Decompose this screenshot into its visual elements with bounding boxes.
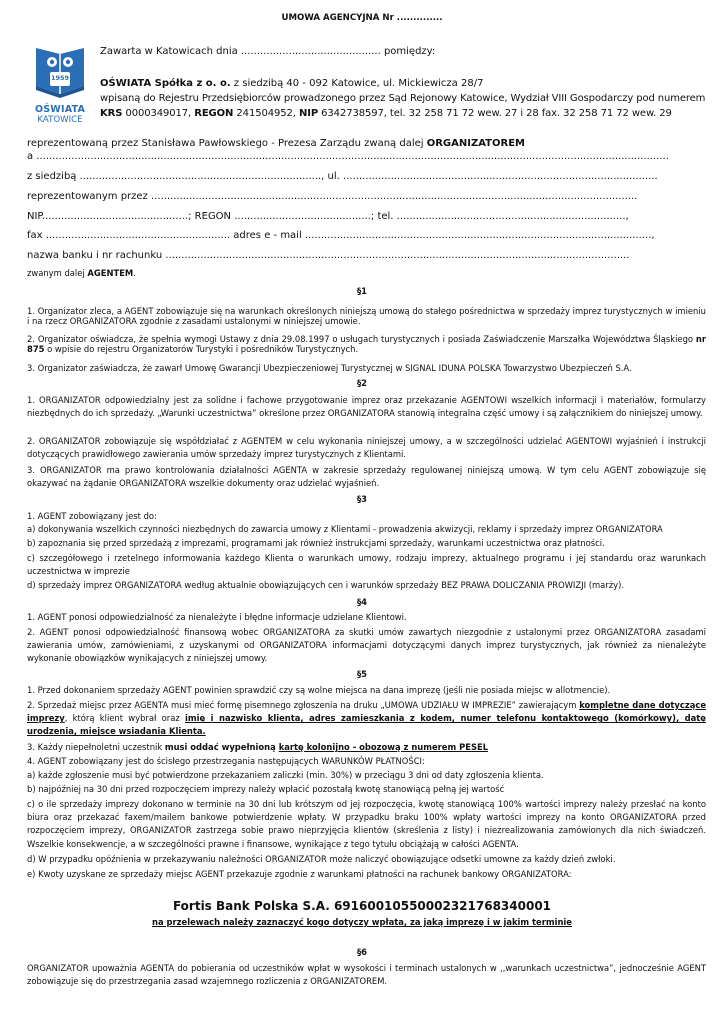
- nip-label: NIP: [298, 108, 319, 119]
- regon-label: REGON: [194, 108, 234, 119]
- logo-city: KATOWICE: [37, 115, 83, 125]
- section-1-heading: §1: [356, 286, 367, 296]
- nip-contact-value: 6342738597, tel. 32 258 71 72 wew. 27 i 28 fax. 32 258 71 72 wew. 29: [318, 108, 672, 119]
- section-3-heading: §3: [356, 494, 367, 504]
- section-5-point-2-text: 2. Sprzedaż miejsc przez AGENTA musi mieć formę pisemnego zgłoszenia na druku „UMOWA UDZIAŁU W IMPREZIE” zawierającym: [27, 700, 580, 710]
- section-2-heading: §2: [356, 378, 367, 388]
- camp-card-requirement: kartę kolonijno - obozową z numerem PESEL: [278, 742, 489, 752]
- section-5-point-4: 4. AGENT zobowiązany jest do ścisłego przestrzegania następujących WARUNKÓW PŁATNOŚCI:: [27, 756, 425, 766]
- client-data-requirements: imię i nazwisko klienta, adres zamieszkania z kodem, numer telefonu kontaktowego (komórkowy), datę urodzenia, miejsce wsiadania Klienta.: [27, 713, 706, 737]
- bank-account-line: Fortis Bank Polska S.A. 69160010550002321768340001: [172, 899, 552, 913]
- section-3-item-a: a) dokonywania wszelkich czynności niezbędnych do zawarcia umowy z Klientami - prowadzenia akwizycji, reklamy i sprzedaży imprez ORGANIZATORA: [27, 524, 663, 534]
- section-5-item-b: b) najpóźniej na 30 dni przed rozpoczęciem imprezy należy wpłacić pozostałą kwotę stanowiącą pełną jej wartość: [27, 784, 505, 794]
- agent-term-line: [27, 268, 136, 278]
- agent-term-end: .: [133, 268, 136, 278]
- section-6-heading: §6: [356, 947, 367, 957]
- agent-address-field[interactable]: z siedzibą ............................................................................, ul. ...................................................................................................: [27, 171, 658, 182]
- section-4-point-2: 2. AGENT ponosi odpowiedzialność finansową wobec ORGANIZATORA za skutki umów zawartych niezgodnie z ustalonymi przez ORGANIZATORA zasadami zawierania umów, zamówieniami, z uzyskanymi od ORGANIZATORA informacjami dotyczącymi danych imprez turystycznych, jak również za nienależyte wykonanie obowiązków wynikających z niniejszej umowy.: [27, 627, 706, 664]
- section-5-point-2: [27, 699, 706, 739]
- section-3-item-c: c) szczegółowego i rzetelnego informowania każdego Klienta o warunkach umowy, rodzaju imprezy, aktualnego programu i jej standardu oraz warunkach uczestnictwa w imprezie: [27, 553, 706, 577]
- section-3-item-b: b) zapoznania się przed sprzedażą z imprezami, programami jak również instrukcjami sprzedaży, warunkami uczestnictwa oraz płatności.: [27, 538, 605, 548]
- section-5-item-d: d) W przypadku opóźnienia w przekazywaniu należności ORGANIZATOR może naliczyć obowiązujące odsetki umowne za każdy dzień zwłoki.: [27, 854, 616, 864]
- company-line: [100, 78, 483, 90]
- section-1-point-3: 3. Organizator zaświadcza, że zawarł Umowę Gwarancji Ubezpieczeniowej Turystycznej w SIGNAL IDUNA POLSKA Towarzystwo Ubezpieczeń S.A.: [27, 363, 632, 373]
- logo-year: 1959: [50, 74, 70, 82]
- agent-representative-field[interactable]: reprezentowanym przez .........................................................................................................................................................: [27, 191, 638, 202]
- organizer-term: ORGANIZATOREM: [426, 138, 525, 149]
- section-2-point-1: 1. ORGANIZATOR odpowiedzialny jest za solidne i fachowe przygotowanie imprez oraz przekazanie AGENTOWI wszelkich informacji i materiałów, formularzy niezbędnych do ich sprzedaży. „Warunki uczestnictwa” określone przez ORGANIZATORA stanowią integralna część umowy i są załącznikiem do niniejszej umowy.: [27, 395, 706, 419]
- complete-trip-data: kompletne dane dotyczące imprezy: [27, 700, 706, 724]
- krs-value: 0000349017,: [122, 108, 195, 119]
- bank-transfer-note-text: na przelewach należy zaznaczyć kogo dotyczy wpłata, za jaką imprezę i w jakim terminie: [152, 917, 572, 927]
- section-1-point-2-text: 2. Organizator oświadcza, że spełnia wymogi Ustawy z dnia 29.08.1997 o usługach turystycznych i posiada Zaświadczenie Marszałka Województwa Śląskiego: [27, 334, 696, 344]
- company-name: OŚWIATA Spółka z o. o.: [100, 78, 231, 89]
- license-number: nr 875: [27, 334, 706, 354]
- contract-place-date: Zawarta w Katowicach dnia ............................................ pomiędzy:: [100, 46, 436, 57]
- section-2-point-2: 2. ORGANIZATOR zobowiązuje się współdziałać z AGENTEM w celu wykonania niniejszej umowy, a w szczególności udzielać AGENTOWI wyjaśnień i instrukcji dotyczących prawidłowego zawierania umów sprzedaży imprez turystycznych z Klientami.: [27, 436, 706, 460]
- section-5-point-2-mid: , którą klient wybrał oraz: [64, 713, 185, 724]
- section-1-point-2-end: o wpisie do rejestru Organizatorów Turystyki i pośredników Turystycznych.: [44, 344, 359, 354]
- section-3-point-1: 1. AGENT zobowiązany jest do:: [27, 511, 157, 521]
- krs-label: KRS: [100, 108, 123, 119]
- agent-term-text: zwanym dalej: [27, 268, 88, 278]
- section-3-item-d: d) sprzedaży imprez ORGANIZATORA według aktualnie obowiązujących cen i warunków sprzedaży BEZ PRAWA DOLICZANIA PROWIZJI (marży).: [27, 580, 625, 590]
- must-submit-text: musi oddać wypełnioną: [164, 742, 279, 752]
- agent-bank-field[interactable]: nazwa banku i nr rachunku ..................................................................................................................................................: [27, 250, 630, 261]
- section-5-point-3-text: 3. Każdy niepełnoletni uczestnik: [27, 742, 165, 752]
- section-5-item-a: a) każde zgłoszenie musi być potwierdzone przekazaniem zaliczki (min. 30%) w przeciągu 3 dni od daty zgłoszenia klienta.: [27, 770, 544, 780]
- agent-name-field[interactable]: a .......................................................................................................................................................................................................: [27, 151, 669, 162]
- agent-nip-regon-tel-field[interactable]: NIP..............................................; REGON ...........................................; tel. ........................................................................,: [27, 211, 629, 222]
- section-1-point-2: [27, 334, 706, 354]
- section-1-point-1: 1. Organizator zleca, a AGENT zobowiązuje się na warunkach określonych niniejszą umową do stałego pośrednictwa w sprzedaży imprez turystycznych w imieniu i na rzecz ORGANIZATORA zgodnie z zasadami ustalonymi w niniejszej umowie.: [27, 306, 706, 326]
- logo-name: OŚWIATA: [34, 104, 86, 115]
- company-address: z siedzibą 40 - 092 Katowice, ul. Mickiewicza 28/7: [230, 78, 484, 89]
- bank-transfer-note: [0, 917, 724, 927]
- section-6-point-1: ORGANIZATOR upoważnia AGENTA do pobierania od uczestników wpłat w wysokości i terminach ustalonych w ,,warunkach uczestnictwa”, jednocześnie AGENT zobowiązuje się do przestrzegania zasad wzajemnego rozliczenia z ORGANIZATOREM.: [27, 963, 706, 987]
- company-logo: [28, 42, 92, 126]
- section-4-point-1: 1. AGENT ponosi odpowiedzialność za nienależyte i błędne informacje udzielane Klientowi.: [27, 612, 407, 622]
- section-5-point-3: [27, 742, 488, 752]
- agent-term: AGENTEM: [87, 268, 134, 278]
- section-4-heading: §4: [356, 597, 367, 607]
- section-5-point-1: 1. Przed dokonaniem sprzedaży AGENT powinien sprawdzić czy są wolne miejsca na dana imprezę (jeśli nie posiada miejsc w allotmencie).: [27, 685, 611, 695]
- section-5-item-c: c) o ile sprzedaży imprezy dokonano w terminie na 30 dni lub krótszym od jej rozpoczęcia, kwotę stanowiącą 100% wartości imprezy należy przesłać na konto biura oraz przekazać faxem/mailem bankowe potwierdzenie wpłaty. W przypadku braku 100% wpłaty wartości imprezy na konto ORGANIZATORA przed rozpoczęciem imprezy, ORGANIZATOR zastrzega sobie prawo nieprzyjęcia klientów (skreślenia z listy) i niezrealizowania zamówionych dla nich świadczeń. Wszelkie konsekwencje, a w szczególności prawne i finansowe, wynikające z tego tytułu obciążają w całości AGENTA.: [27, 799, 706, 849]
- section-5-heading: §5: [356, 669, 367, 679]
- register-line: wpisaną do Rejestru Przedsiębiorców prowadzonego przez Sąd Rejonowy Katowice, Wydział VIII Gospodarczy pod numerem: [100, 93, 706, 104]
- section-2-point-3: 3. ORGANIZATOR ma prawo kontrolowania działalności AGENTA w zakresie sprzedaży regulowanej niniejszą umową. W tym celu AGENT zobowiązuje się okazywać na żądanie ORGANIZATORA wszelkie dokumenty oraz udzielać wyjaśnień.: [27, 465, 706, 489]
- representation-text: reprezentowaną przez Stanisława Pawłowskiego - Prezesa Zarządu zwaną dalej: [27, 138, 427, 149]
- regon-value: 241504952,: [233, 108, 299, 119]
- company-ids-line: [100, 108, 672, 120]
- document-title: UMOWA AGENCYJNA Nr ..............: [281, 13, 443, 23]
- agent-fax-email-field[interactable]: fax .......................................................... adres e - mail .............................................................................................................,: [27, 230, 655, 241]
- representation-line: [27, 138, 525, 150]
- section-5-item-e: e) Kwoty uzyskane ze sprzedaży miejsc AGENT przekazuje zgodnie z warunkami płatności na rachunek bankowy ORGANIZATORA:: [27, 869, 572, 879]
